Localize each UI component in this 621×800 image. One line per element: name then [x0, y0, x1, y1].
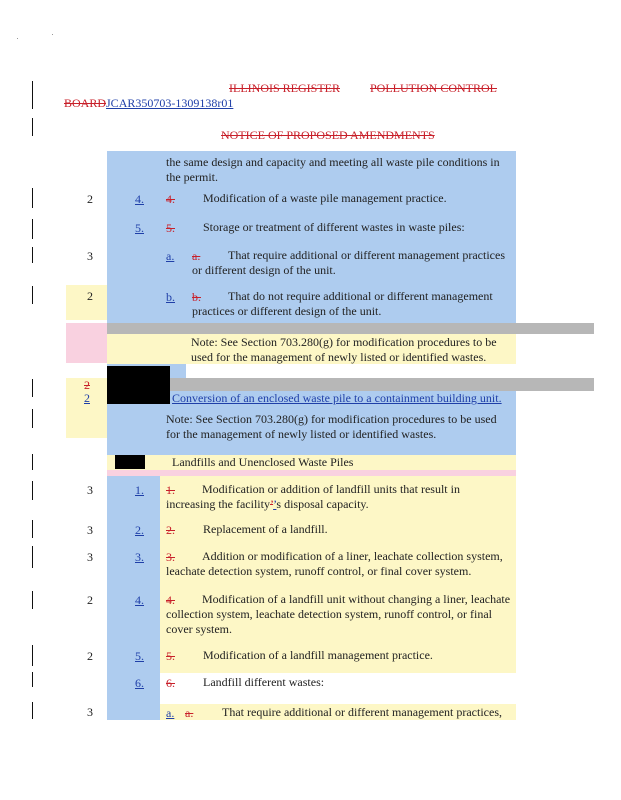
- inserted-label: 6.: [135, 676, 144, 690]
- item-text-post: s disposal capacity.: [276, 497, 369, 511]
- deleted-label: 3.: [166, 550, 175, 564]
- item-text: Storage or treatment of different wastes in waste piles:: [203, 220, 465, 234]
- scan-speck: [17, 38, 18, 39]
- deleted-label: 1.: [166, 483, 175, 497]
- deleted-label: a.: [192, 249, 201, 263]
- redaction-box-2: [115, 455, 145, 469]
- board-docket-line: [64, 96, 233, 110]
- board-title-line1: POLLUTION CONTROL: [370, 81, 497, 95]
- deleted-label: 5.: [166, 649, 175, 663]
- note-text: Note: See Section 703.280(g) for modification procedures to be used for the management of newly listed or identified wastes.: [166, 412, 497, 441]
- change-bar: [32, 81, 33, 109]
- class-number: 3: [87, 249, 93, 263]
- class-number: 3: [87, 483, 93, 497]
- conversion-text: Conversion of an enclosed waste pile to a containment building unit.: [172, 391, 502, 405]
- highlight-gray-row-1: [107, 323, 516, 334]
- highlight-yellow-note-1-left: [107, 334, 186, 364]
- inserted-label: 1.: [135, 483, 144, 497]
- deleted-label: 6.: [166, 676, 175, 690]
- inserted-label: a.: [166, 706, 175, 720]
- class-number: 3: [87, 550, 93, 564]
- inserted-label: 5.: [135, 221, 144, 235]
- item-text: That require additional or different management practices or different design of the unit.: [192, 248, 505, 277]
- redaction-box-1: [107, 366, 170, 404]
- change-bar: [32, 454, 33, 470]
- continuation-text: the same design and capacity and meeting all waste pile conditions in the permit.: [166, 155, 500, 184]
- deleted-label: 4.: [166, 192, 175, 206]
- inserted-label: 2.: [135, 523, 144, 537]
- item-text: [166, 482, 506, 512]
- change-bar: [32, 286, 33, 304]
- class-number: 2: [87, 192, 93, 206]
- class-number-deleted: 2: [84, 378, 90, 392]
- deleted-label: b.: [192, 290, 201, 304]
- item-text: Modification of a landfill unit without changing a liner, leachate collection system, leachate detection system, runoff control, or final cover system.: [166, 592, 511, 636]
- inserted-label: 4.: [135, 192, 144, 206]
- change-bar: [32, 702, 33, 719]
- inserted-quote: ’: [273, 497, 277, 511]
- deleted-label: 2.: [166, 523, 175, 537]
- change-bar: [32, 409, 33, 428]
- item-text: Addition or modification of a liner, leachate collection system, leachate detection system, runoff control, or final cover system.: [166, 549, 503, 578]
- inserted-label: b.: [166, 290, 175, 304]
- highlight-pink-class-cell: [66, 323, 107, 363]
- change-bar: [32, 247, 33, 263]
- change-bar: [32, 645, 33, 666]
- class-number: 2: [87, 289, 93, 303]
- inserted-label: 4.: [135, 593, 144, 607]
- section-heading: Landfills and Unenclosed Waste Piles: [172, 455, 354, 469]
- item-text-pre: Modification or addition of landfill units that result in increasing the facility: [166, 482, 460, 511]
- change-bar: [32, 188, 33, 208]
- item-text: That require additional or different management practices,: [222, 705, 502, 719]
- note-text: Note: See Section 703.280(g) for modification procedures to be used for the management of newly listed or identified wastes.: [191, 335, 497, 364]
- board-title-line2: BOARD: [64, 96, 107, 110]
- change-bar: [32, 520, 33, 538]
- item-text: Replacement of a landfill.: [203, 522, 328, 536]
- docket-number: JCAR350703-1309138r01: [106, 96, 234, 110]
- item-text: That do not require additional or different management practices or different design of the unit.: [192, 289, 493, 318]
- change-bar: [32, 591, 33, 609]
- change-bar: [32, 219, 33, 239]
- item-text: Modification of a landfill management practice.: [203, 648, 433, 662]
- item-text: Landfill different wastes:: [203, 675, 325, 689]
- highlight-gray-row-1-tail: [516, 323, 594, 334]
- scan-speck: [52, 34, 53, 35]
- inserted-label: 5.: [135, 649, 144, 663]
- deleted-label: 5.: [166, 221, 175, 235]
- highlight-blue-number-column: [107, 476, 160, 720]
- class-number: 3: [87, 705, 93, 719]
- item-text: Modification of a waste pile management practice.: [203, 191, 447, 205]
- deleted-label: a.: [185, 706, 194, 720]
- register-title: ILLINOIS REGISTER: [229, 81, 340, 95]
- class-number-inserted: 2: [84, 391, 90, 405]
- inserted-label: 3.: [135, 550, 144, 564]
- class-number: 3: [87, 523, 93, 537]
- deleted-quote: ’: [269, 497, 274, 511]
- change-bar: [32, 481, 33, 500]
- deleted-label: 4.: [166, 593, 175, 607]
- inserted-label: a.: [166, 249, 175, 263]
- change-bar: [32, 118, 33, 136]
- class-number: 2: [87, 649, 93, 663]
- notice-title: NOTICE OF PROPOSED AMENDMENTS: [221, 128, 435, 142]
- change-bar: [32, 672, 33, 687]
- highlight-gray-row-2: [107, 378, 594, 391]
- change-bar: [32, 546, 33, 568]
- class-number: 2: [87, 593, 93, 607]
- change-bar: [32, 379, 33, 397]
